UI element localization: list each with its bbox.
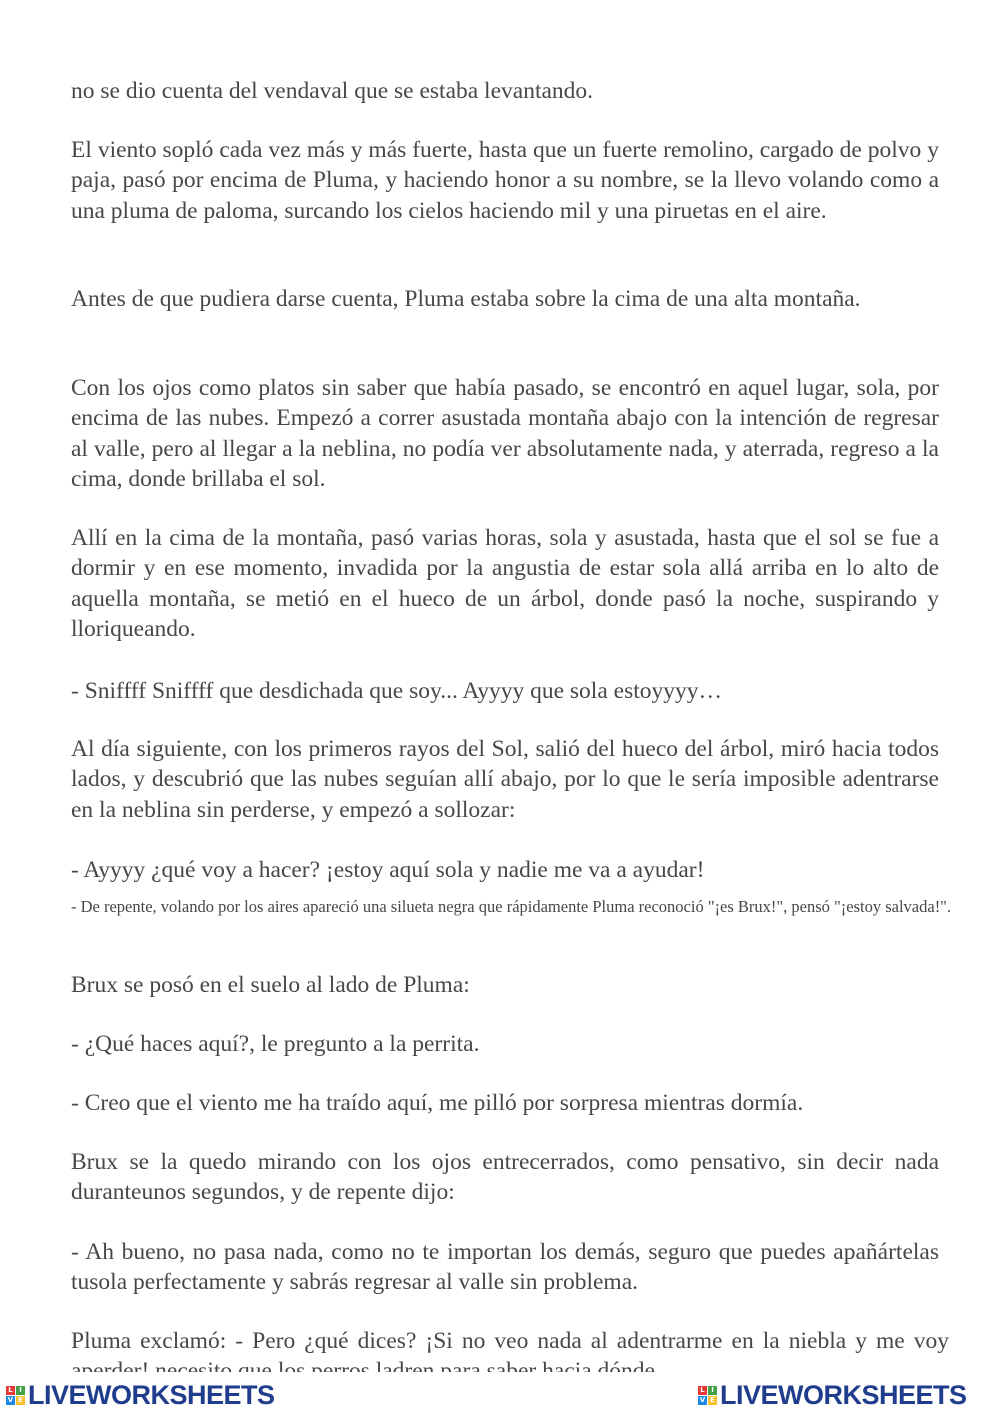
- paragraph-13: Brux se la quedo mirando con los ojos entrecerrados, como pensativo, sin decir nada duranteunos segundos, y de repente dijo:: [71, 1149, 939, 1206]
- paragraph-2: El viento sopló cada vez más y más fuerte, hasta que un fuerte remolino, cargado de polvo y paja, pasó por encima de Pluma, y haciendo honor a su nombre, se la llevo volando como a una pluma de paloma, surcando los cielos haciendo mil y una piruetas en el aire.: [71, 137, 939, 224]
- paragraph-11: - ¿Qué haces aquí?, le pregunto a la perrita.: [71, 1031, 480, 1057]
- paragraph-5: Allí en la cima de la montaña, pasó varias horas, sola y asustada, hasta que el sol se fue a dormir y en ese momento, invadida por la angustia de estar sola allá arriba en lo alto de aquella montaña, se metió en el hueco de un árbol, donde pasó la noche, suspirando y lloriqueando.: [71, 525, 939, 643]
- liveworksheets-logo-icon: L I V E: [698, 1386, 717, 1405]
- liveworksheets-logo-text: LIVEWORKSHEETS: [28, 1380, 275, 1410]
- liveworksheets-logo-right[interactable]: [698, 1380, 967, 1410]
- paragraph-12: - Creo que el viento me ha traído aquí, me pilló por sorpresa mientras dormía.: [71, 1090, 804, 1116]
- paragraph-4: Con los ojos como platos sin saber que había pasado, se encontró en aquel lugar, sola, por encima de las nubes. Empezó a correr asustada montaña abajo con la intención de regresar al valle, pero al llegar a la neblina, no podía ver absolutamente nada, y aterrada, regreso a la cima, donde brillaba el sol.: [71, 375, 939, 493]
- paragraph-7: Al día siguiente, con los primeros rayos del Sol, salió del hueco del árbol, miró hacia todos lados, y descubrió que las nubes seguían allí abajo, por lo que le sería imposible adentrarse en la neblina sin perderse, y empezó a sollozar:: [71, 736, 939, 823]
- paragraph-1: no se dio cuenta del vendaval que se estaba levantando.: [71, 78, 594, 104]
- liveworksheets-logo-text: LIVEWORKSHEETS: [720, 1380, 967, 1410]
- liveworksheets-logo-left[interactable]: [6, 1380, 275, 1410]
- paragraph-15: Pluma exclamó: - Pero ¿qué dices? ¡Si no veo nada al adentrarme en la niebla y me voy: [71, 1328, 949, 1354]
- paragraph-6: - Sniffff Sniffff que desdichada que soy... Ayyyy que sola estoyyyy…: [71, 678, 722, 704]
- paragraph-9: - De repente, volando por los aires apareció una silueta negra que rápidamente Pluma reconoció "¡es Brux!", pensó "¡estoy salvada!".: [71, 897, 952, 916]
- paragraph-8: - Ayyyy ¿qué voy a hacer? ¡estoy aquí sola y nadie me va a ayudar!: [71, 857, 705, 883]
- liveworksheets-logo-icon: L I V E: [6, 1386, 25, 1405]
- paragraph-10: Brux se posó en el suelo al lado de Pluma:: [71, 972, 470, 998]
- paragraph-3: Antes de que pudiera darse cuenta, Pluma estaba sobre la cima de una alta montaña.: [71, 286, 861, 312]
- paragraph-14: - Ah bueno, no pasa nada, como no te importan los demás, seguro que puedes apañártelas tusola perfectamente y sabrás regresar al valle sin problema.: [71, 1239, 939, 1296]
